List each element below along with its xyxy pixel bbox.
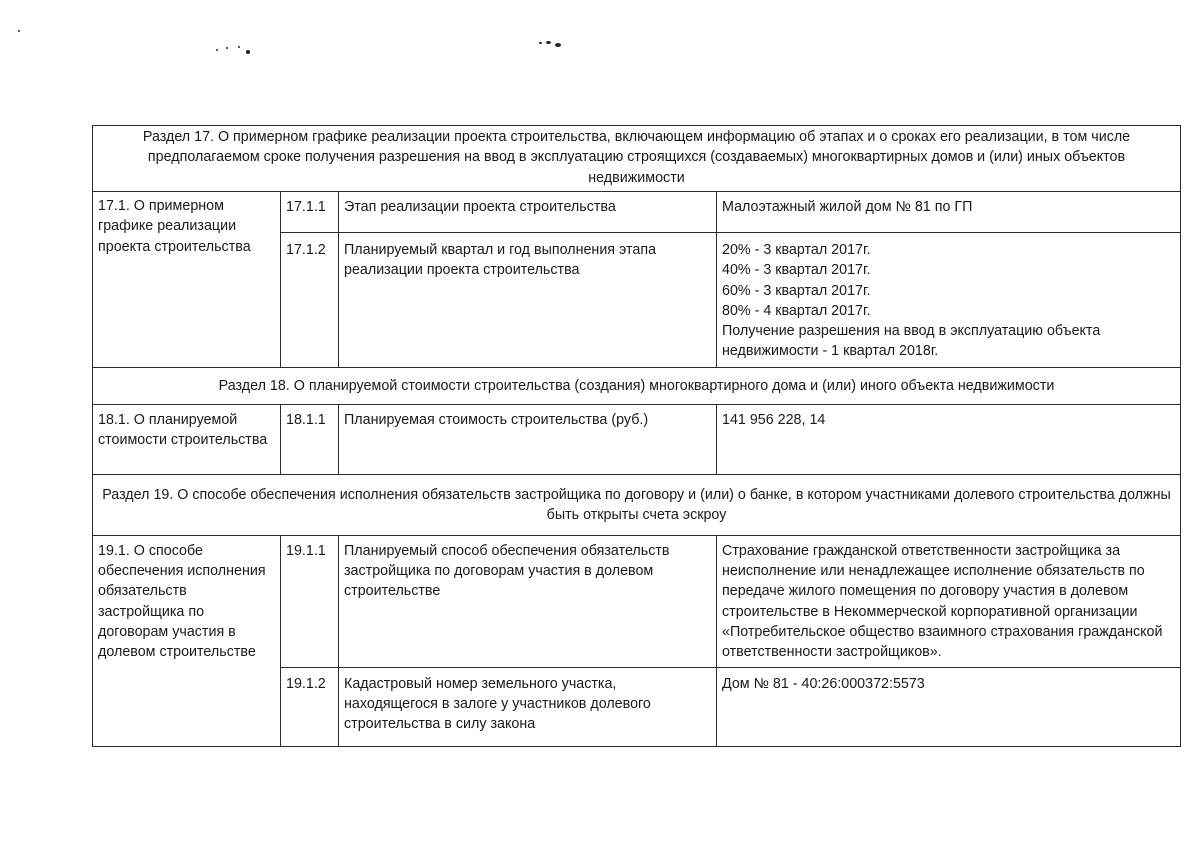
schedule-line: 20% - 3 квартал 2017г. [722,242,871,258]
table-row [93,404,1181,474]
section-19-header-row [93,474,1181,535]
schedule-line: 60% - 3 квартал 2017г. [722,282,871,299]
row-label: Кадастровый номер земельного участка, находящегося в залоге у участников долевого строительства в силу закона [339,667,717,746]
section-18-title: Раздел 18. О планируемой стоимости строительства (создания) многоквартирного дома и (или) иного объекта недвижимости [93,367,1181,404]
row-code: 19.1.1 [281,535,339,667]
row-code: 17.1.1 [281,192,339,233]
scan-speck [18,30,20,32]
row-value-list [717,233,1181,368]
table-row [93,535,1181,667]
row-value: Страхование гражданской ответственности застройщика за неисполнение или ненадлежащее исполнение обязательств по передаче жилого помещения по договору участия в долевом строительстве в Некоммерческой корпоративной организации «Потребительское общество взаимного страхования гражданской ответственности застройщиков». [717,535,1181,667]
row-value: Малоэтажный жилой дом № 81 по ГП [717,192,1181,233]
scan-speck [216,49,218,51]
group-label-19-1: 19.1. О способе обеспечения исполнения обязательств застройщика по договорам участия в долевом строительстве [93,535,281,746]
scan-speck [546,41,551,44]
section-18-header-row [93,367,1181,404]
scan-speck [226,47,228,49]
row-value: 141 956 228, 14 [717,404,1181,474]
row-code: 17.1.2 [281,233,339,368]
row-label: Этап реализации проекта строительства [339,192,717,233]
row-label: Планируемый квартал и год выполнения этапа реализации проекта строительства [339,233,717,368]
scan-speck [555,43,561,47]
scan-speck [246,50,250,54]
schedule-line: Получение разрешения на ввод в эксплуатацию объекта недвижимости - 1 квартал 2018г. [722,323,1101,360]
table-row [93,192,1181,233]
group-label-18-1: 18.1. О планируемой стоимости строительства [93,404,281,474]
row-label: Планируемый способ обеспечения обязательств застройщика по договорам участия в долевом строительстве [339,535,717,667]
scan-speck [539,42,542,44]
row-code: 18.1.1 [281,404,339,474]
row-label: Планируемая стоимость строительства (руб.) [339,404,717,474]
schedule-line: 80% - 4 квартал 2017г. [722,302,871,319]
disclosure-table [92,125,1181,747]
group-label-17-1: 17.1. О примерном графике реализации проекта строительства [93,192,281,368]
scan-speck [238,46,240,48]
row-value: Дом № 81 - 40:26:000372:5573 [717,667,1181,746]
section-17-title: Раздел 17. О примерном графике реализации проекта строительства, включающем информацию об этапах и о сроках его реализации, в том числе предполагаемом сроке получения разрешения на ввод в эксплуатацию строящихся (создаваемых) многоквартирных домов и (или) иных объектов недвижимости [93,126,1181,192]
section-17-header-row [93,126,1181,192]
row-code: 19.1.2 [281,667,339,746]
section-19-title: Раздел 19. О способе обеспечения исполнения обязательств застройщика по договору и (или) о банке, в котором участниками долевого строительства должны быть открыты счета эскроу [93,474,1181,535]
schedule-line: 40% - 3 квартал 2017г. [722,262,871,279]
